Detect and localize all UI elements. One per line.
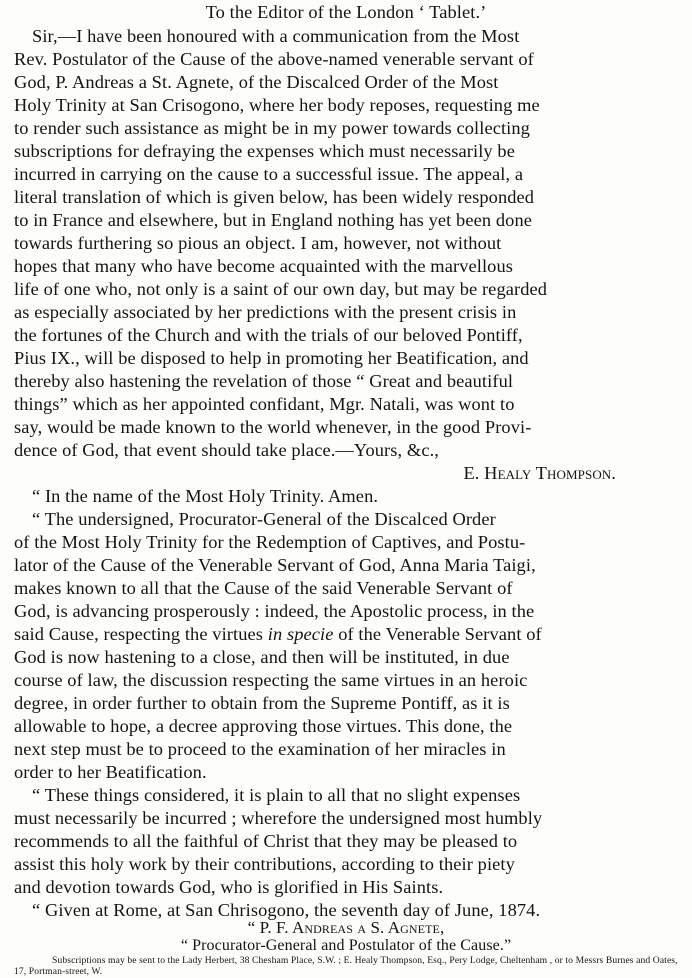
letter-line: hopes that many who have become acquainted with the marvellous: [14, 256, 514, 276]
appeal-line: “ Given at Rome, at San Chrisogono, the seventh day of June, 1874.: [32, 900, 541, 920]
appeal-line: allowable to hope, a decree approving those virtues. This done, the: [14, 716, 513, 736]
letter-line: God, P. Andreas a St. Agnete, of the Discalced Order of the Most: [14, 72, 499, 92]
letter-line: thereby also hastening the revelation of those “ Great and beautiful: [14, 371, 514, 391]
letter-line: subscriptions for defraying the expenses which must necessarily be: [14, 141, 515, 161]
letter-line: to render such assistance as might be in my power towards collecting: [14, 118, 530, 138]
letter-line: incurred in carrying on the cause to a successful issue. The appeal, a: [14, 164, 524, 184]
letter-line: Pius IX., will be disposed to help in promoting her Beatification, and: [14, 348, 529, 368]
appeal-line: “ The undersigned, Procurator-General of the Discalced Order: [32, 509, 496, 529]
signature-andreas-title: “ Procurator-General and Postulator of the Cause.”: [180, 937, 512, 954]
appeal-line: course of law, the discussion respecting the same virtues in an heroic: [14, 670, 528, 690]
appeal-line: “ In the name of the Most Holy Trinity. Amen.: [32, 486, 379, 506]
appeal-line: said Cause, respecting the virtues in specie of the Venerable Servant of: [14, 624, 542, 644]
letter-line: the fortunes of the Church and with the trials of our beloved Pontiff,: [14, 325, 523, 345]
letter-line: Rev. Postulator of the Cause of the above-named venerable servant of: [14, 49, 534, 69]
letter-line: Holy Trinity at San Crisogono, where her body reposes, requesting me: [14, 95, 540, 115]
appeal-line: order to her Beatification.: [14, 762, 207, 782]
appeal-line: degree, in order further to obtain from the Supreme Pontiff, as it is: [14, 693, 510, 713]
appeal-line: God is now hastening to a close, and then will be instituted, in due: [14, 647, 510, 667]
letter-line: as especially associated by her predictions with the present crisis in: [14, 302, 517, 322]
letter-line: life of one who, not only is a saint of our own day, but may be regarded: [14, 279, 548, 299]
appeal-line: makes known to all that the Cause of the said Venerable Servant of: [14, 578, 513, 598]
signature-andreas: “ P. F. Andreas a S. Agnete,: [247, 918, 445, 937]
letter-line: say, would be made known to the world whenever, in the good Provi-: [14, 417, 532, 437]
appeal-line: lator of the Cause of the Venerable Servant of God, Anna Maria Taigi,: [14, 555, 536, 575]
appeal-line: of the Most Holy Trinity for the Redemption of Captives, and Postu-: [14, 532, 526, 552]
letter-line: to in France and elsewhere, but in England nothing has yet been done: [14, 210, 533, 230]
appeal-line: must necessarily be incurred ; wherefore the undersigned most humbly: [14, 808, 543, 828]
letter-line: Sir,—I have been honoured with a communication from the Most: [32, 26, 520, 46]
letter-line: things” which as her appointed confidant, Mgr. Natali, was wont to: [14, 394, 515, 414]
appeal-line: God, is advancing prosperously : indeed, the Apostolic process, in the: [14, 601, 535, 621]
appeal-line: and devotion towards God, who is glorified in His Saints.: [14, 877, 444, 897]
letter-line: towards furthering so pious an object. I am, however, not without: [14, 233, 502, 253]
letter-heading: To the Editor of the London ‘ Tablet.’: [205, 2, 487, 22]
closing-line: Subscriptions may be sent to the Lady Herbert, 38 Chesham Place, S.W. ; E. Healy Thompson, Esq., Pery Lodge, Cheltenham , or to Messrs Burnes and Oates, 17, Portman-street, W.: [14, 955, 678, 977]
letter-line: dence of God, that event should take place.—Yours, &c.,: [14, 440, 439, 460]
appeal-line: recommends to all the faithful of Christ that they may be pleased to: [14, 831, 518, 851]
letter-line: literal translation of which is given below, has been widely responded: [14, 187, 535, 207]
appeal-line: next step must be to proceed to the examination of her miracles in: [14, 739, 506, 759]
latin-phrase: in specie: [267, 624, 334, 644]
appeal-line: “ These things considered, it is plain to all that no slight expenses: [32, 785, 521, 805]
signature-thompson: E. Healy Thompson.: [463, 463, 616, 483]
appeal-line: assist this holy work by their contributions, according to their piety: [14, 854, 515, 874]
